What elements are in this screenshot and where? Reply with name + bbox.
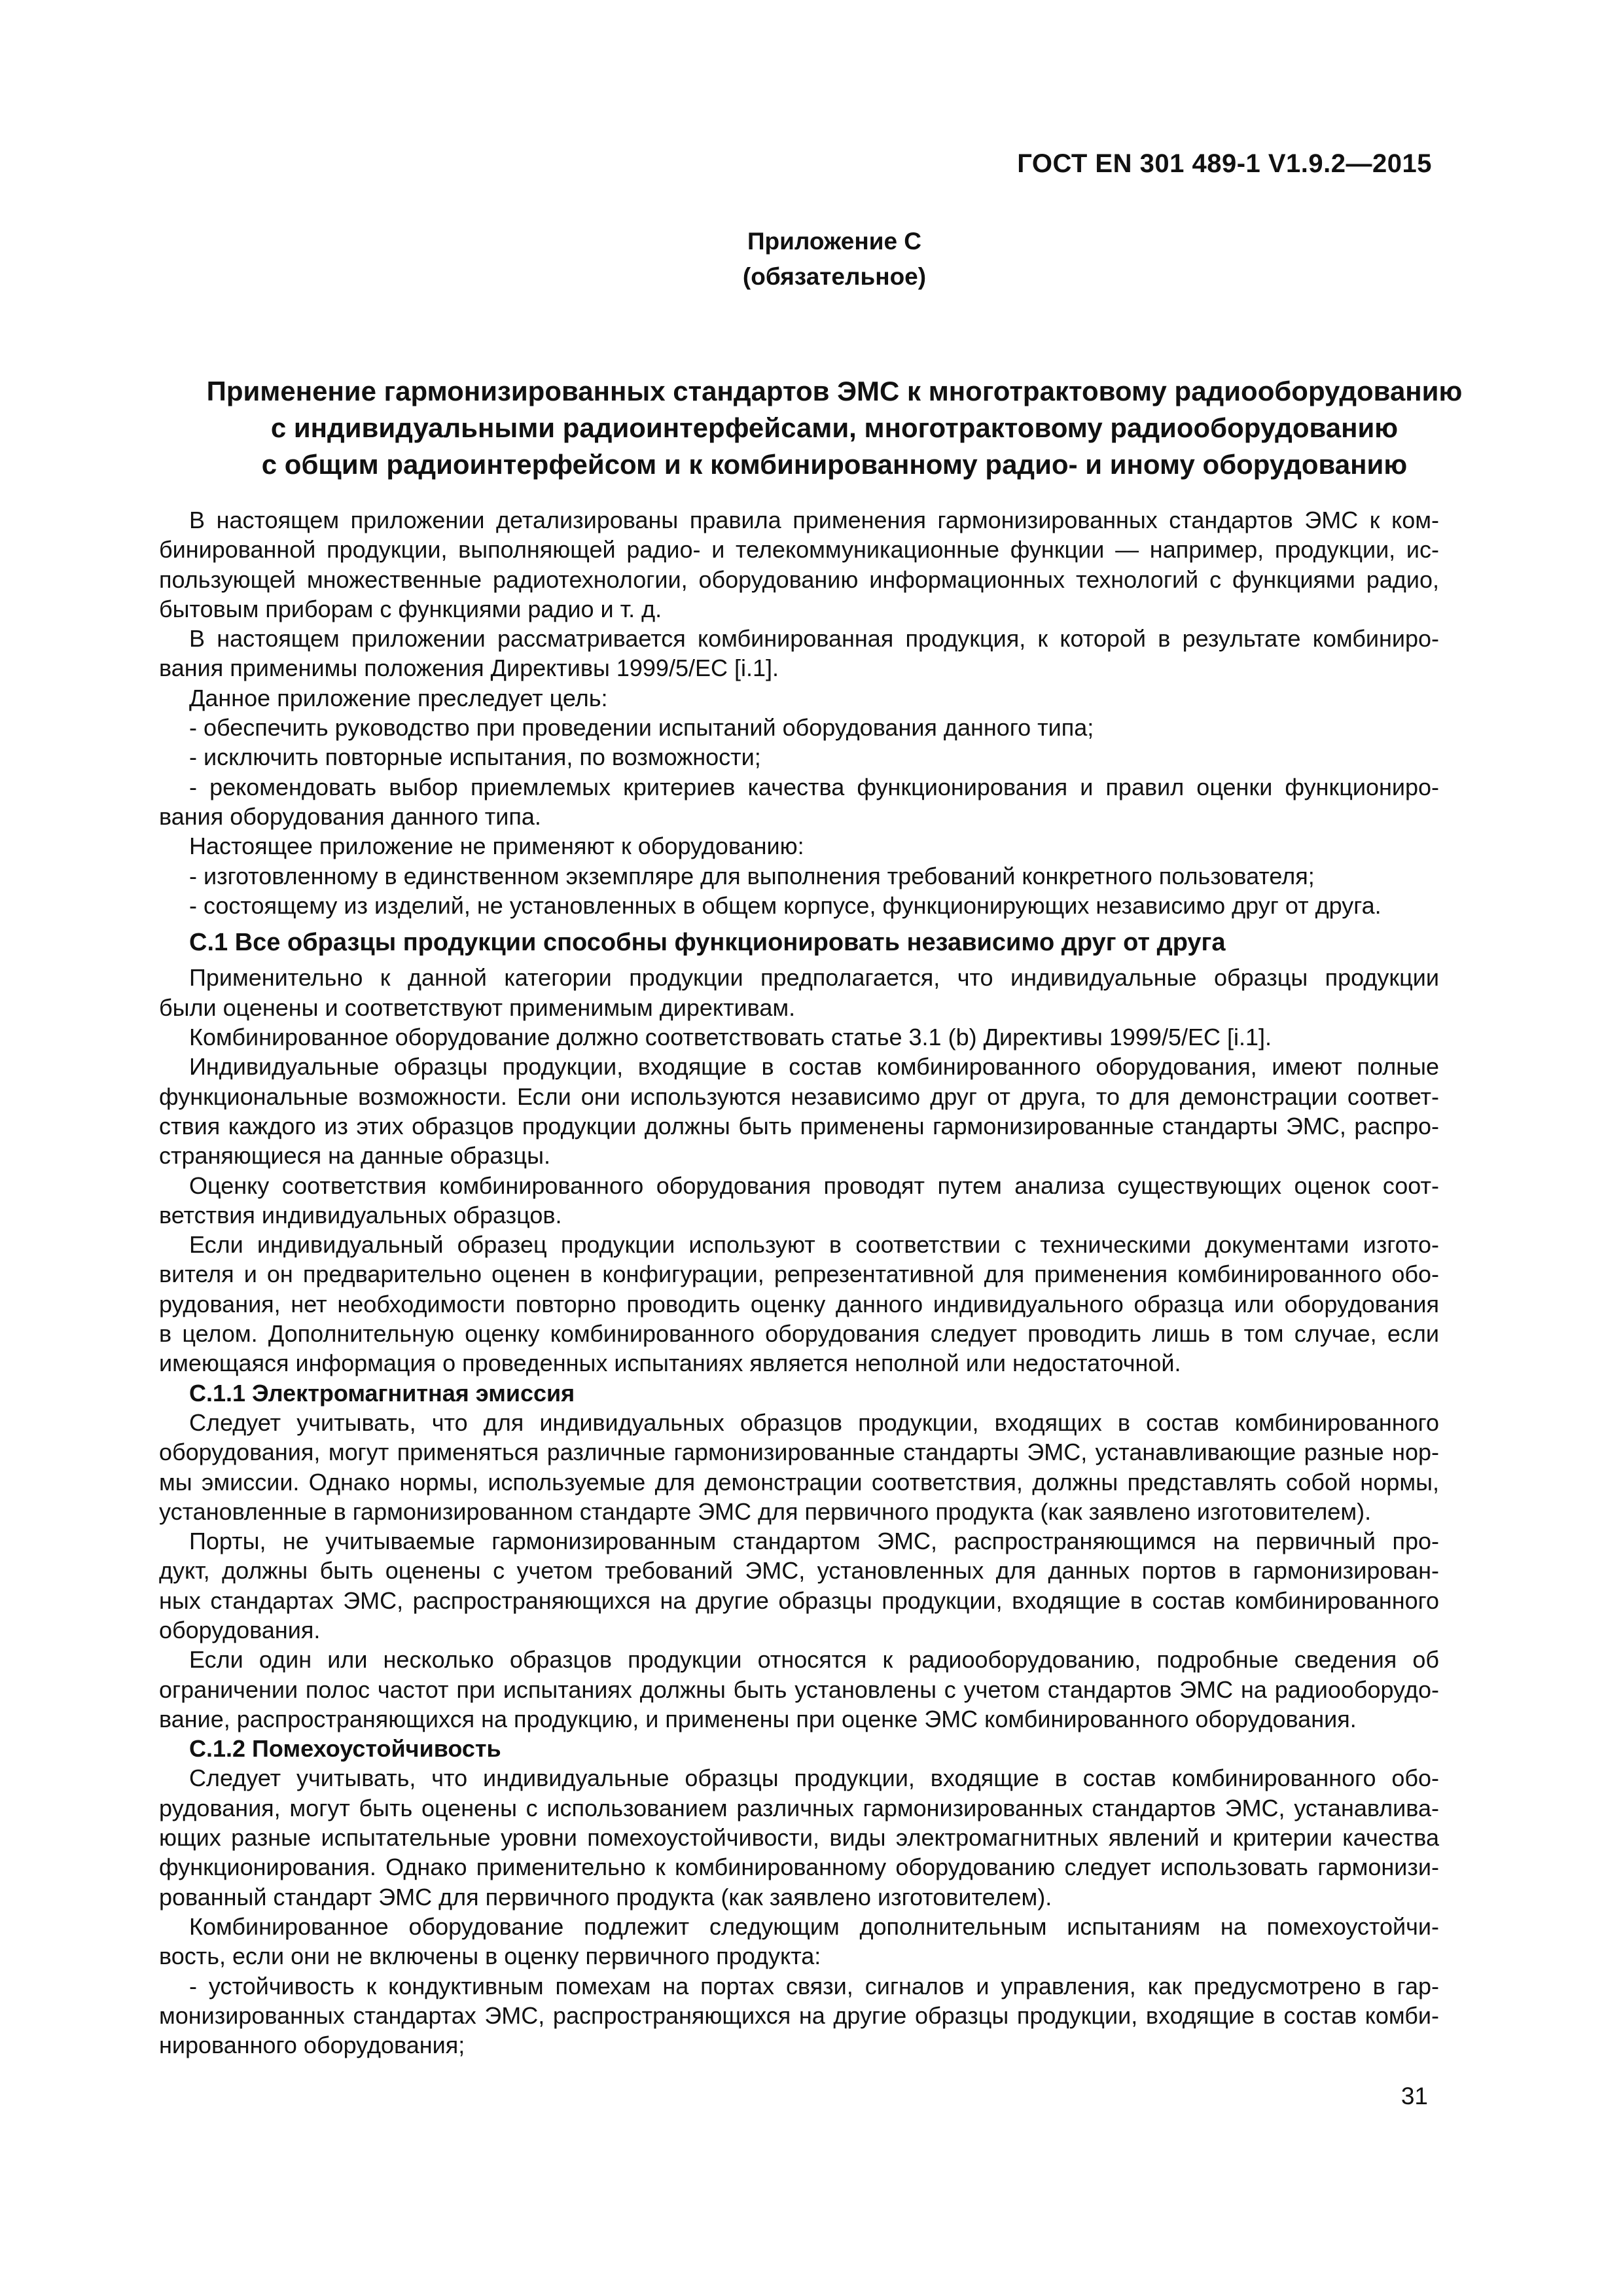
paragraph-line: мы эмиссии. Однако нормы, используемые для демонстрации соответствия, должны представлять собой нормы, — [159, 1468, 1439, 1496]
paragraph-line: функционирования. Однако применительно к комбинированному оборудованию следует использовать гармонизи- — [159, 1854, 1439, 1881]
paragraph-line: оборудования. — [159, 1616, 321, 1643]
paragraph-line: были оценены и соответствуют применимым директивам. — [159, 994, 796, 1021]
section-heading-c1-1: С.1.1 Электромагнитная эмиссия — [189, 1379, 575, 1407]
appendix-title — [0, 373, 1623, 483]
paragraph-line: Следует учитывать, что для индивидуальных образцов продукции, входящих в состав комбинированного — [189, 1408, 1439, 1436]
list-item: монизированных стандартах ЭМС, распространяющихся на другие образцы продукции, входящие в состав комби- — [159, 2001, 1439, 2029]
list-item: - обеспечить руководство при проведении испытаний оборудования данного типа; — [189, 714, 1094, 742]
standard-designation: ГОСТ EN 301 489-1 V1.9.2—2015 — [1017, 149, 1432, 178]
paragraph-line: Порты, не учитываемые гармонизированным стандартом ЭМС, распространяющимся на первичный про- — [189, 1528, 1439, 1555]
paragraph-line: ющих разные испытательные уровни помехоустойчивости, виды электромагнитных явлений и критерии качества — [159, 1824, 1439, 1852]
list-item: - состоящему из изделий, не установленных в общем корпусе, функционирующих независимо друг от друга. — [189, 891, 1382, 919]
paragraph-line: ствия каждого из этих образцов продукции должны быть применены гармонизированные стандарты ЭМС, распро- — [159, 1112, 1439, 1139]
list-item: - устойчивость к кондуктивным помехам на портах связи, сигналов и управления, как предусмотрено в гар- — [189, 1972, 1439, 2000]
list-item: - рекомендовать выбор приемлемых критериев качества функционирования и правил оценки функциониро- — [189, 773, 1439, 800]
paragraph-line: Настоящее приложение не применяют к оборудованию: — [189, 833, 804, 860]
paragraph-line: ных стандартах ЭМС, распространяющихся на другие образцы продукции, входящие в состав комбинированного — [159, 1587, 1439, 1614]
list-item: - изготовленному в единственном экземпляре для выполнения требований конкретного пользователя; — [189, 862, 1315, 889]
title-line: с индивидуальными радиоинтерфейсами, многотрактовому радиооборудованию — [270, 412, 1399, 443]
paragraph-line: ветствия индивидуальных образцов. — [159, 1201, 562, 1229]
paragraph-line: страняющиеся на данные образцы. — [159, 1142, 551, 1170]
paragraph-line: Следует учитывать, что индивидуальные образцы продукции, входящие в состав комбинированного обо- — [189, 1765, 1439, 1792]
paragraph-line: Если индивидуальный образец продукции используют в соответствии с техническими документами изгото- — [189, 1231, 1439, 1259]
appendix-label: Приложение С — [747, 228, 922, 255]
paragraph-line: В настоящем приложении рассматривается комбинированная продукция, к которой в результате комбиниро- — [189, 625, 1439, 653]
list-item: вания оборудования данного типа. — [159, 802, 541, 830]
paragraph-line: Комбинированное оборудование должно соответствовать статье 3.1 (b) Директивы 1999/5/ЕС [i.1]. — [189, 1024, 1272, 1051]
paragraph-line: Комбинированное оборудование подлежит следующим дополнительным испытаниям на помехоустойчи- — [189, 1912, 1439, 1940]
page-number: 31 — [1400, 2083, 1428, 2109]
title-line: с общим радиоинтерфейсом и к комбинированному радио- и иному оборудованию — [261, 449, 1408, 480]
paragraph-line: бинированной продукции, выполняющей радио- и телекоммуникационные функции — например, продукции, ис- — [159, 536, 1439, 564]
paragraph-line: Индивидуальные образцы продукции, входящие в состав комбинированного оборудования, имеют полные — [189, 1053, 1439, 1081]
appendix-heading — [0, 224, 1623, 295]
section-heading-c1-2: С.1.2 Помехоустойчивость — [189, 1735, 501, 1763]
paragraph-line: в целом. Дополнительную оценку комбинированного оборудования следует проводить лишь в том случае, если — [159, 1320, 1439, 1348]
paragraph-line: пользующей множественные радиотехнологии, оборудованию информационных технологий с функциями радио, — [159, 565, 1439, 593]
list-item: нированного оборудования; — [159, 2032, 465, 2059]
paragraph-line: Если один или несколько образцов продукции относятся к радиооборудованию, подробные сведения об — [189, 1646, 1439, 1674]
appendix-status: (обязательное) — [742, 263, 927, 290]
paragraph-line: рудования, нет необходимости повторно проводить оценку данного индивидуального образца или оборудования — [159, 1290, 1439, 1318]
paragraph-line: бытовым приборам с функциями радио и т. д. — [159, 595, 662, 622]
paragraph-line: оборудования, могут применяться различные гармонизированные стандарты ЭМС, устанавливающие разные нор- — [159, 1439, 1439, 1466]
paragraph-line: В настоящем приложении детализированы правила применения гармонизированных стандартов ЭМС к ком- — [189, 507, 1439, 533]
paragraph-line: ограничении полос частот при испытаниях должны быть установлены с учетом стандартов ЭМС на радиооборудо- — [159, 1676, 1439, 1703]
paragraph-line: рудования, могут быть оценены с использованием различных гармонизированных стандартов ЭМС, устанавлива- — [159, 1794, 1439, 1821]
paragraph-line: функциональные возможности. Если они используются независимо друг от друга, то для демонстрации соответ- — [159, 1083, 1439, 1110]
paragraph-line: Оценку соответствия комбинированного оборудования проводят путем анализа существующих оценок соот- — [189, 1172, 1439, 1199]
list-item: - исключить повторные испытания, по возможности; — [189, 744, 761, 771]
paragraph-line: вителя и он предварительно оценен в конфигурации, репрезентативной для применения комбинированного обо- — [159, 1261, 1439, 1288]
body-text — [159, 505, 1439, 2060]
paragraph-line: установленные в гармонизированном стандарте ЭМС для первичного продукта (как заявлено изготовителем). — [159, 1498, 1372, 1525]
paragraph-line: Применительно к данной категории продукции предполагается, что индивидуальные образцы продукции — [189, 964, 1439, 992]
section-heading-c1: С.1 Все образцы продукции способны функционировать независимо друг от друга — [189, 929, 1226, 957]
paragraph-line: Данное приложение преследует цель: — [189, 684, 608, 711]
paragraph-line: дукт, должны быть оценены с учетом требований ЭМС, установленных для данных портов в гармонизирован- — [159, 1557, 1439, 1585]
paragraph-line: имеющаяся информация о проведенных испытаниях является неполной или недостаточной. — [159, 1350, 1181, 1377]
paragraph-line: вость, если они не включены в оценку первичного продукта: — [159, 1943, 821, 1970]
paragraph-line: вание, распространяющихся на продукцию, и применены при оценке ЭМС комбинированного оборудования. — [159, 1705, 1357, 1732]
paragraph-line: вания применимы положения Директивы 1999/5/ЕС [i.1]. — [159, 655, 779, 682]
title-line: Применение гармонизированных стандартов ЭМС к многотрактовому радиооборудованию — [206, 376, 1463, 406]
paragraph-line: рованный стандарт ЭМС для первичного продукта (как заявлено изготовителем). — [159, 1883, 1052, 1910]
